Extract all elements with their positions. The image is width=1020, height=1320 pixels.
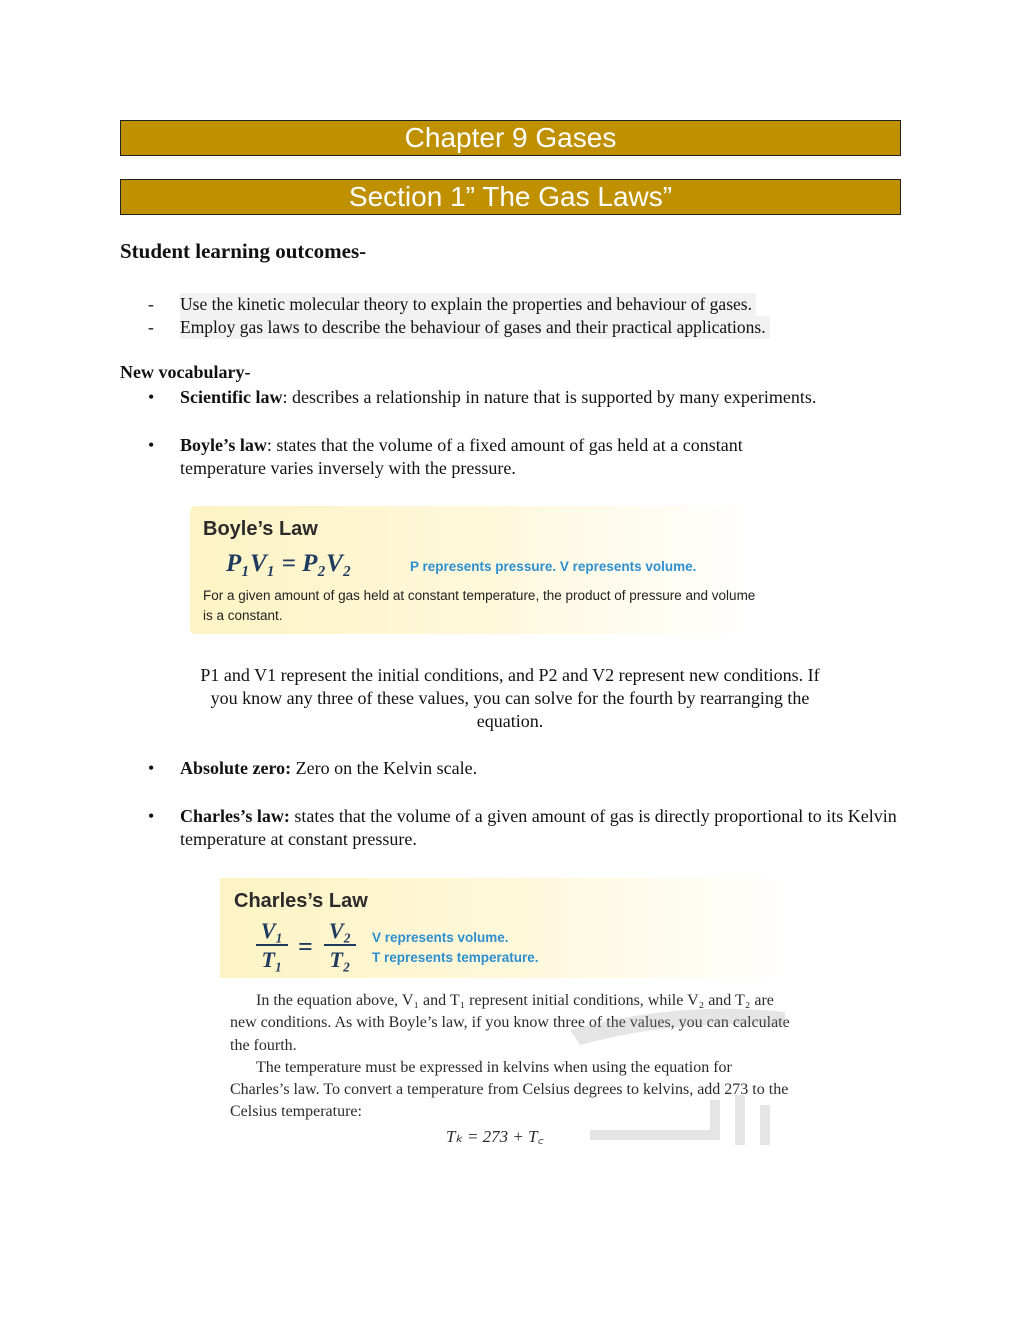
numerator: V₂ (324, 918, 356, 946)
outcomes-list (120, 293, 920, 339)
numerator: V₁ (256, 918, 288, 946)
figure-paragraph: The temperature must be expressed in kelvins when using the equation for Charles’s law. To convert a temperature from Celsius degrees to kelvins, add 273 to the Celsius temperature: (230, 1058, 789, 1121)
outcome-text: Use the kinetic molecular theory to explain the properties and behaviour of gases. (180, 293, 756, 316)
vocab-term: Scientific law (180, 387, 283, 407)
vocab-term: Absolute zero: (180, 758, 292, 778)
figure-description: For a given amount of gas held at constant temperature, the product of pressure and volume is a constant. (203, 588, 756, 623)
note-volume: V represents volume. (372, 930, 509, 945)
watermark-logo (560, 1000, 790, 1150)
vocab-definition: states that the volume of a given amount of gas is directly proportional to its Kelvin temperature at constant pressure. (180, 806, 897, 849)
boyle-explanation: P1 and V1 represent the initial conditions, and P2 and V2 represent new conditions. If you know any three of these values, you can solve for the fourth by rearranging the equation. (200, 665, 820, 731)
denominator: T₂ (329, 947, 351, 972)
list-item (120, 293, 920, 316)
vocab-item-boyles-law (120, 434, 900, 480)
note-temperature: T represents temperature. (372, 950, 539, 965)
equals-sign: = (298, 932, 313, 961)
figure-title: Boyle’s Law (203, 518, 318, 540)
figure-title: Charles’s Law (234, 890, 368, 912)
vocab-item-absolute-zero (120, 757, 900, 780)
fraction-v1-t1 (256, 918, 288, 974)
vocabulary-heading: New vocabulary- (120, 362, 251, 382)
list-item (120, 316, 920, 339)
bullet-marker: • (148, 387, 155, 407)
vocab-definition: : states that the volume of a fixed amount of gas held at a constant temperature varies inversely with the pressure. (180, 435, 743, 478)
dash-marker: - (148, 317, 154, 337)
kelvin-formula: Tₖ = 273 + T꜀ (446, 1127, 544, 1146)
boyles-law-equation: P₁V₁ = P₂V₂ (226, 550, 352, 577)
vocab-item-scientific-law (120, 386, 900, 409)
figure-note: P represents pressure. V represents volume. (410, 559, 697, 574)
boyles-law-figure (190, 506, 756, 634)
denominator: T₁ (261, 947, 283, 972)
chapter-banner: Chapter 9 Gases (120, 120, 901, 156)
dash-marker: - (148, 294, 154, 314)
vocab-definition: Zero on the Kelvin scale. (291, 758, 478, 778)
bullet-marker: • (148, 806, 155, 826)
vocab-item-charles-law (120, 805, 900, 851)
vocab-term: Boyle’s law (180, 435, 267, 455)
figure-paragraph: In the equation above, V₁ and T₁ represent initial conditions, while V₂ and T₂ are new conditions. As with Boyle’s law, if you know three of the values, you can calculate the fourth. (230, 992, 790, 1054)
fraction-v2-t2 (324, 918, 356, 974)
bullet-marker: • (148, 758, 155, 778)
vocab-definition: : describes a relationship in nature that is supported by many experiments. (282, 387, 817, 407)
section-banner: Section 1” The Gas Laws” (120, 179, 901, 215)
figure-note (372, 928, 539, 968)
outcomes-heading: Student learning outcomes- (120, 239, 367, 263)
bullet-marker: • (148, 435, 155, 455)
vocab-term: Charles’s law: (180, 806, 290, 826)
outcome-text: Employ gas laws to describe the behaviour of gases and their practical applications. (180, 316, 770, 339)
